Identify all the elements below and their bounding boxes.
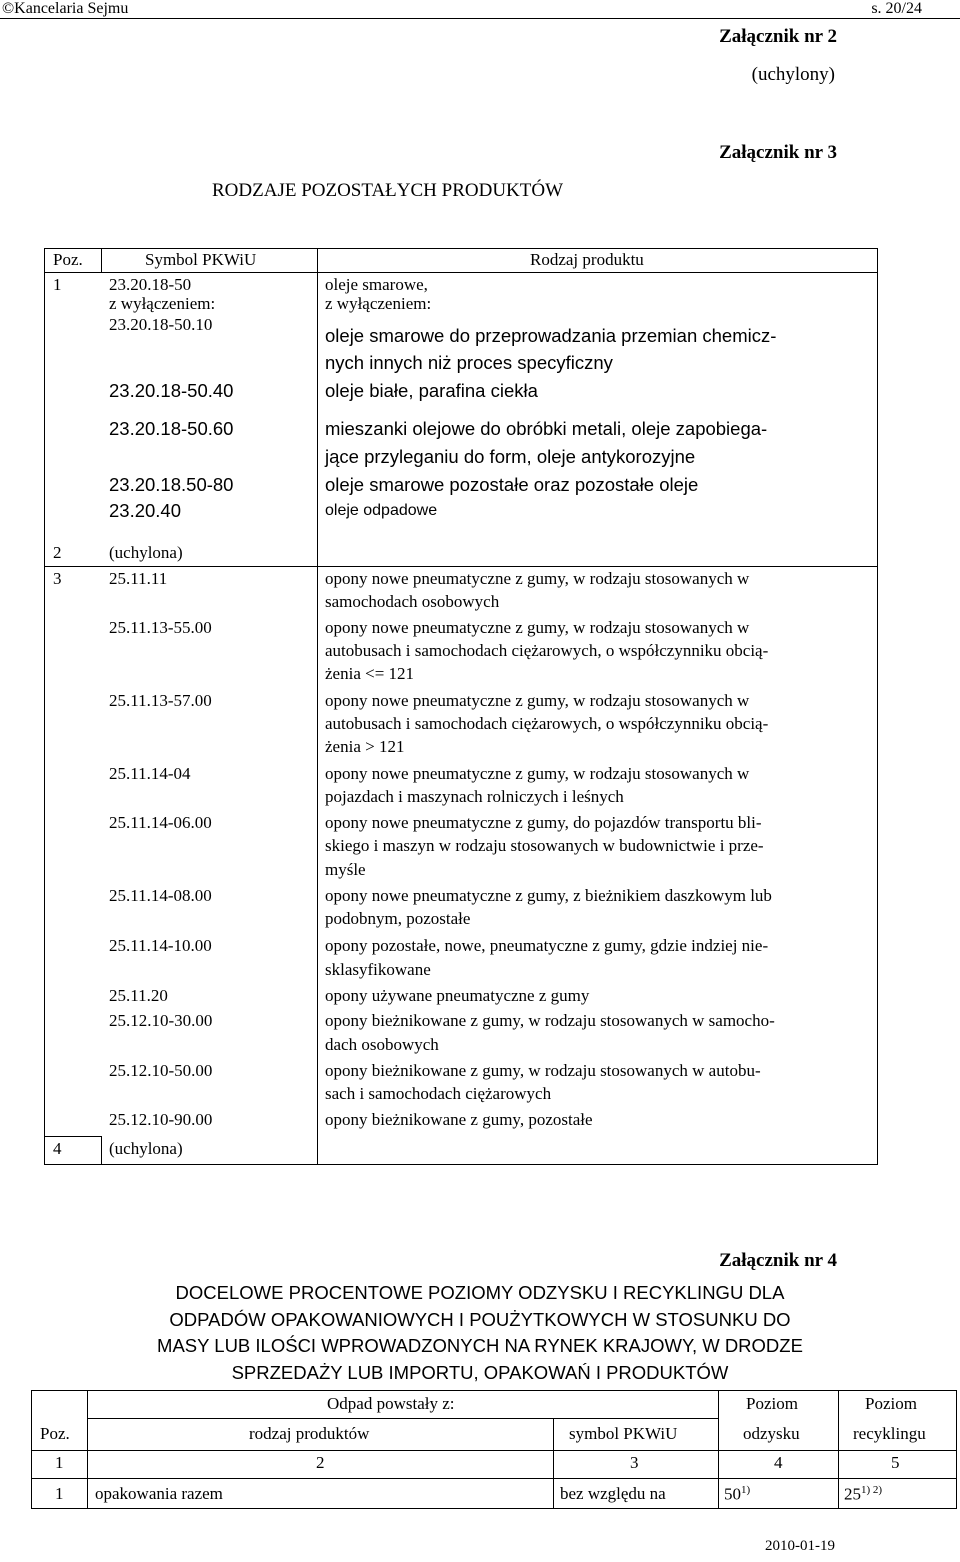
row1-symbol: 23.20.18-50.10 xyxy=(109,315,213,334)
table1-header-rule xyxy=(44,272,878,273)
row1-symbol: 23.20.18-50.40 xyxy=(109,380,234,401)
row4-poz: 4 xyxy=(53,1139,62,1158)
row3-desc: pojazdach i maszynach rolniczych i leśnych xyxy=(325,787,624,806)
odzysk-value: 50 xyxy=(724,1484,741,1504)
row3-desc: opony nowe pneumatyczne z gumy, z bieżnikiem daszkowym lub xyxy=(325,886,772,905)
col-header-rodzaj: Rodzaj produktu xyxy=(530,250,644,269)
table1-row4-divider xyxy=(101,1136,102,1165)
row1-symbol: 23.20.40 xyxy=(109,500,182,521)
annex3-title: Załącznik nr 3 xyxy=(719,142,837,163)
row3-desc: żenia <= 121 xyxy=(325,664,415,683)
row3-desc: opony nowe pneumatyczne z gumy, do pojazdów transportu bli- xyxy=(325,813,762,832)
table2-row-odzysk xyxy=(724,1484,750,1505)
row1-symbol: 23.20.18-50 xyxy=(109,275,192,294)
annex4-heading-line: MASY LUB ILOŚCI WPROWADZONYCH NA RYNEK KRAJOWY, W DRODZE xyxy=(157,1335,803,1356)
recykling-value: 25 xyxy=(844,1484,861,1504)
row3-symbol: 25.11.14-10.00 xyxy=(109,936,212,955)
col-header-poz: Poz. xyxy=(53,250,83,269)
table2-col-number: 3 xyxy=(630,1453,639,1472)
row3-desc: skiego i maszyn w rodzaju stosowanych w budownictwie i prze- xyxy=(325,836,764,855)
table2-col2-divider xyxy=(553,1418,554,1508)
table1-left-border xyxy=(44,248,45,1165)
table2-col-number: 5 xyxy=(891,1453,900,1472)
row2-poz: 2 xyxy=(53,543,62,562)
row3-desc: myśle xyxy=(325,860,366,879)
row3-desc: opony nowe pneumatyczne z gumy, w rodzaju stosowanych w xyxy=(325,764,750,783)
table2-group-header: Odpad powstały z: xyxy=(327,1394,455,1413)
row3-desc: opony nowe pneumatyczne z gumy, w rodzaju stosowanych w xyxy=(325,618,750,637)
table2-col-number: 4 xyxy=(774,1453,783,1472)
annex2-status: (uchylony) xyxy=(751,64,835,85)
header-left: ©Kancelaria Sejmu xyxy=(2,0,129,17)
annex4-heading-line: ODPADÓW OPAKOWANIOWYCH I POUŻYTKOWYCH W STOSUNKU DO xyxy=(169,1308,791,1330)
row3-symbol: 25.12.10-30.00 xyxy=(109,1011,213,1030)
table2-odzysk-header: odzysku xyxy=(743,1424,800,1443)
annex2-title: Załącznik nr 2 xyxy=(719,26,837,47)
table2-row-symbol: bez względu na xyxy=(560,1484,666,1503)
table2-col-number: 2 xyxy=(316,1453,325,1472)
row3-desc: autobusach i samochodach ciężarowych, o współczynniku obcią- xyxy=(325,714,769,733)
row2-rule xyxy=(44,566,878,567)
row3-desc: opony nowe pneumatyczne z gumy, w rodzaju stosowanych w xyxy=(325,691,750,710)
row1-desc: z wyłączeniem: xyxy=(325,294,432,313)
table2-rodzaj-header: rodzaj produktów xyxy=(249,1424,370,1443)
table1-right-border xyxy=(877,248,878,1165)
annex4-heading-line: DOCELOWE PROCENTOWE POZIOMY ODZYSKU I RECYKLINGU DLA xyxy=(175,1282,785,1303)
row3-symbol: 25.11.14-06.00 xyxy=(109,813,212,832)
table2-top-border xyxy=(31,1390,957,1391)
odzysk-footnote: 1) xyxy=(741,1484,751,1496)
row1-desc: oleje odpadowe xyxy=(325,502,438,519)
annex4-heading-line: SPRZEDAŻY LUB IMPORTU, OPAKOWAŃ I PRODUKTÓW xyxy=(231,1361,729,1383)
recykling-footnote: 1) 2) xyxy=(861,1484,883,1496)
annex4-title: Załącznik nr 4 xyxy=(719,1250,837,1271)
row3-poz: 3 xyxy=(53,569,62,588)
row3-desc: opony bieżnikowane z gumy, w rodzaju stosowanych w samocho- xyxy=(325,1011,775,1030)
row2-text: (uchylona) xyxy=(109,543,183,562)
table2-col1-divider xyxy=(87,1390,88,1508)
row1-symbol: 23.20.18.50-80 xyxy=(109,474,234,495)
col-header-symbol: Symbol PKWiU xyxy=(145,250,257,269)
row3-symbol: 25.11.20 xyxy=(109,986,168,1005)
row3-desc: opony używane pneumatyczne z gumy xyxy=(325,986,590,1005)
table2-symbol-header: symbol PKWiU xyxy=(569,1424,678,1443)
annex4-heading xyxy=(30,1280,930,1386)
row3-desc: opony pozostałe, nowe, pneumatyczne z gumy, gdzie indziej nie- xyxy=(325,936,769,955)
table1-col1-divider xyxy=(101,248,102,272)
row3-desc: sach i samochodach ciężarowych xyxy=(325,1084,552,1103)
row3-symbol: 25.11.14-04 xyxy=(109,764,191,783)
table2-col-number: 1 xyxy=(55,1453,64,1472)
row1-symbol: 23.20.18-50.60 xyxy=(109,418,234,439)
table1-row4-rule xyxy=(44,1136,102,1137)
row1-symbol: z wyłączeniem: xyxy=(109,294,216,313)
row3-symbol: 25.11.11 xyxy=(109,569,168,588)
row3-desc: żenia > 121 xyxy=(325,737,405,756)
row3-desc: autobusach i samochodach ciężarowych, o współczynniku obcią- xyxy=(325,641,769,660)
table1-top-border xyxy=(44,248,878,249)
table2-header-rule xyxy=(31,1450,957,1451)
table1-bottom-border xyxy=(44,1164,878,1165)
table2-right-border xyxy=(956,1390,957,1508)
row3-symbol: 25.11.13-55.00 xyxy=(109,618,212,637)
row1-desc: mieszanki olejowe do obróbki metali, oleje zapobiega- xyxy=(325,418,768,439)
row1-desc: oleje smarowe pozostałe oraz pozostałe oleje xyxy=(325,474,699,495)
table2-left-border xyxy=(31,1390,32,1508)
row1-desc: oleje białe, parafina ciekła xyxy=(325,380,538,401)
table2-poz-header: Poz. xyxy=(40,1424,70,1443)
row4-text: (uchylona) xyxy=(109,1139,183,1158)
annex3-heading: RODZAJE POZOSTAŁYCH PRODUKTÓW xyxy=(212,180,564,201)
table2-col4-divider xyxy=(838,1390,839,1508)
table2-group-rule xyxy=(87,1418,719,1419)
row1-poz: 1 xyxy=(53,275,62,294)
row1-desc: oleje smarowe, xyxy=(325,275,428,294)
row3-desc: opony bieżnikowane z gumy, w rodzaju stosowanych w autobu- xyxy=(325,1061,761,1080)
row3-desc: dach osobowych xyxy=(325,1035,439,1054)
row1-desc: jące przyleganiu do form, oleje antykorozyjne xyxy=(325,446,696,467)
table2-recykling-header: recyklingu xyxy=(853,1424,926,1443)
row3-desc: podobnym, pozostałe xyxy=(325,909,471,928)
row3-desc: samochodach osobowych xyxy=(325,592,500,611)
row3-symbol: 25.12.10-90.00 xyxy=(109,1110,213,1129)
table2-odzysk-header: Poziom xyxy=(746,1394,798,1413)
table1-col2-divider xyxy=(317,248,318,1165)
row3-symbol: 25.11.14-08.00 xyxy=(109,886,212,905)
table2-recykling-header: Poziom xyxy=(865,1394,917,1413)
table2-row-rodzaj: opakowania razem xyxy=(95,1484,223,1503)
row3-symbol: 25.12.10-50.00 xyxy=(109,1061,213,1080)
table2-row-poz: 1 xyxy=(55,1484,64,1503)
row1-desc: nych innych niż proces specyficzny xyxy=(325,352,613,373)
table2-col3-divider xyxy=(718,1390,719,1508)
row3-desc: opony nowe pneumatyczne z gumy, w rodzaju stosowanych w xyxy=(325,569,750,588)
header-rule xyxy=(0,18,960,19)
table2-row-recykling xyxy=(844,1484,882,1505)
footer-date: 2010-01-19 xyxy=(765,1538,835,1554)
table2-bottom-rule xyxy=(31,1508,957,1509)
row1-desc: oleje smarowe do przeprowadzania przemian chemicz- xyxy=(325,325,777,346)
header-page-number: s. 20/24 xyxy=(871,0,922,17)
row3-desc: opony bieżnikowane z gumy, pozostałe xyxy=(325,1110,593,1129)
row3-symbol: 25.11.13-57.00 xyxy=(109,691,212,710)
table2-numbers-rule xyxy=(31,1478,957,1479)
row3-desc: sklasyfikowane xyxy=(325,960,431,979)
